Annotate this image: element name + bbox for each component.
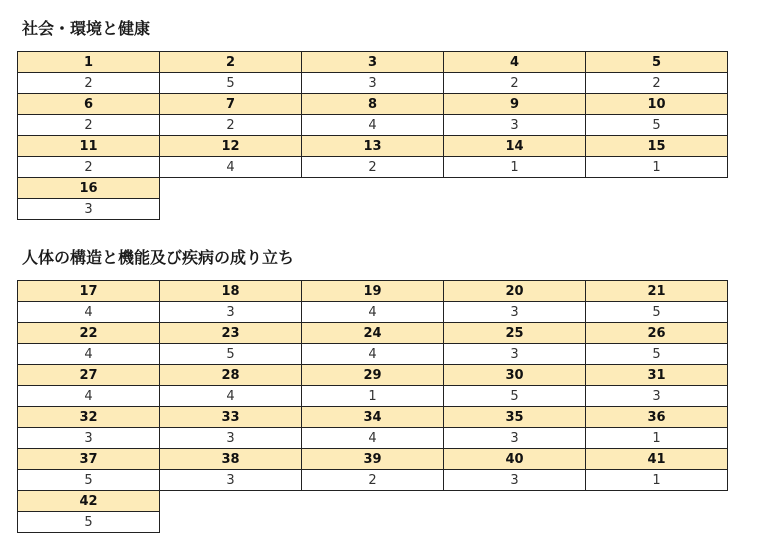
question-number-cell: 26 bbox=[585, 322, 728, 344]
empty-cell bbox=[586, 491, 728, 512]
answer-cell: 3 bbox=[301, 72, 444, 94]
question-number-cell: 20 bbox=[443, 280, 586, 302]
question-number-cell: 4 bbox=[443, 51, 586, 73]
question-number-cell: 32 bbox=[17, 406, 160, 428]
question-number-cell: 23 bbox=[159, 322, 302, 344]
question-number-cell: 18 bbox=[159, 280, 302, 302]
answer-cell: 2 bbox=[17, 114, 160, 136]
answer-cell: 3 bbox=[443, 427, 586, 449]
answer-cell: 4 bbox=[301, 301, 444, 323]
question-number-cell: 41 bbox=[585, 448, 728, 470]
question-number-cell: 42 bbox=[17, 490, 160, 512]
question-number-cell: 11 bbox=[17, 135, 160, 157]
answer-cell: 5 bbox=[159, 343, 302, 365]
question-number-cell: 36 bbox=[585, 406, 728, 428]
empty-cell bbox=[444, 178, 586, 199]
answer-cell: 3 bbox=[159, 469, 302, 491]
answer-cell: 4 bbox=[159, 385, 302, 407]
answer-cell: 1 bbox=[585, 469, 728, 491]
answer-cell: 4 bbox=[301, 427, 444, 449]
empty-cell bbox=[444, 512, 586, 533]
answer-cell: 5 bbox=[585, 114, 728, 136]
answer-cell: 3 bbox=[443, 469, 586, 491]
empty-cell bbox=[160, 491, 302, 512]
answer-cell: 2 bbox=[17, 156, 160, 178]
answer-cell: 2 bbox=[585, 72, 728, 94]
answer-cell: 1 bbox=[443, 156, 586, 178]
empty-cell bbox=[586, 199, 728, 220]
answer-cell: 3 bbox=[159, 301, 302, 323]
question-number-cell: 12 bbox=[159, 135, 302, 157]
answer-cell: 4 bbox=[159, 156, 302, 178]
empty-cell bbox=[160, 512, 302, 533]
answer-cell: 3 bbox=[443, 343, 586, 365]
answer-cell: 5 bbox=[585, 343, 728, 365]
answer-cell: 1 bbox=[585, 427, 728, 449]
question-number-cell: 7 bbox=[159, 93, 302, 115]
answer-cell: 3 bbox=[17, 427, 160, 449]
answer-cell: 1 bbox=[585, 156, 728, 178]
question-number-cell: 25 bbox=[443, 322, 586, 344]
question-number-cell: 21 bbox=[585, 280, 728, 302]
question-number-cell: 22 bbox=[17, 322, 160, 344]
answer-cell: 4 bbox=[17, 301, 160, 323]
answer-cell: 3 bbox=[443, 301, 586, 323]
answer-cell: 1 bbox=[301, 385, 444, 407]
empty-cell bbox=[444, 199, 586, 220]
question-number-cell: 33 bbox=[159, 406, 302, 428]
empty-cell bbox=[160, 199, 302, 220]
question-number-cell: 5 bbox=[585, 51, 728, 73]
question-number-cell: 10 bbox=[585, 93, 728, 115]
question-number-cell: 15 bbox=[585, 135, 728, 157]
empty-cell bbox=[302, 199, 444, 220]
answer-cell: 2 bbox=[159, 114, 302, 136]
question-number-cell: 34 bbox=[301, 406, 444, 428]
answer-table-social-environment-health bbox=[18, 52, 728, 220]
answer-cell: 5 bbox=[17, 469, 160, 491]
empty-cell bbox=[586, 178, 728, 199]
question-number-cell: 30 bbox=[443, 364, 586, 386]
empty-cell bbox=[302, 491, 444, 512]
section-title-social-environment-health: 社会・環境と健康 bbox=[22, 19, 151, 38]
answer-cell: 2 bbox=[301, 156, 444, 178]
answer-cell: 3 bbox=[585, 385, 728, 407]
empty-cell bbox=[302, 178, 444, 199]
empty-cell bbox=[302, 512, 444, 533]
question-number-cell: 9 bbox=[443, 93, 586, 115]
question-number-cell: 19 bbox=[301, 280, 444, 302]
answer-cell: 4 bbox=[301, 343, 444, 365]
answer-table-human-body-structure-function-disease bbox=[18, 281, 728, 533]
empty-cell bbox=[586, 512, 728, 533]
empty-cell bbox=[444, 491, 586, 512]
question-number-cell: 6 bbox=[17, 93, 160, 115]
answer-cell: 2 bbox=[301, 469, 444, 491]
question-number-cell: 17 bbox=[17, 280, 160, 302]
answer-cell: 3 bbox=[17, 198, 160, 220]
answer-cell: 5 bbox=[159, 72, 302, 94]
question-number-cell: 2 bbox=[159, 51, 302, 73]
answer-cell: 4 bbox=[17, 385, 160, 407]
question-number-cell: 40 bbox=[443, 448, 586, 470]
answer-cell: 5 bbox=[585, 301, 728, 323]
answer-cell: 3 bbox=[443, 114, 586, 136]
question-number-cell: 24 bbox=[301, 322, 444, 344]
question-number-cell: 1 bbox=[17, 51, 160, 73]
question-number-cell: 38 bbox=[159, 448, 302, 470]
answer-cell: 5 bbox=[443, 385, 586, 407]
question-number-cell: 3 bbox=[301, 51, 444, 73]
answer-cell: 2 bbox=[443, 72, 586, 94]
answer-cell: 3 bbox=[159, 427, 302, 449]
empty-cell bbox=[160, 178, 302, 199]
answer-cell: 5 bbox=[17, 511, 160, 533]
question-number-cell: 13 bbox=[301, 135, 444, 157]
answer-cell: 4 bbox=[17, 343, 160, 365]
question-number-cell: 16 bbox=[17, 177, 160, 199]
question-number-cell: 28 bbox=[159, 364, 302, 386]
question-number-cell: 29 bbox=[301, 364, 444, 386]
question-number-cell: 39 bbox=[301, 448, 444, 470]
section-title-human-body-structure-function-disease: 人体の構造と機能及び疾病の成り立ち bbox=[22, 248, 295, 267]
question-number-cell: 35 bbox=[443, 406, 586, 428]
answer-cell: 4 bbox=[301, 114, 444, 136]
question-number-cell: 8 bbox=[301, 93, 444, 115]
question-number-cell: 37 bbox=[17, 448, 160, 470]
question-number-cell: 27 bbox=[17, 364, 160, 386]
question-number-cell: 14 bbox=[443, 135, 586, 157]
answer-cell: 2 bbox=[17, 72, 160, 94]
question-number-cell: 31 bbox=[585, 364, 728, 386]
